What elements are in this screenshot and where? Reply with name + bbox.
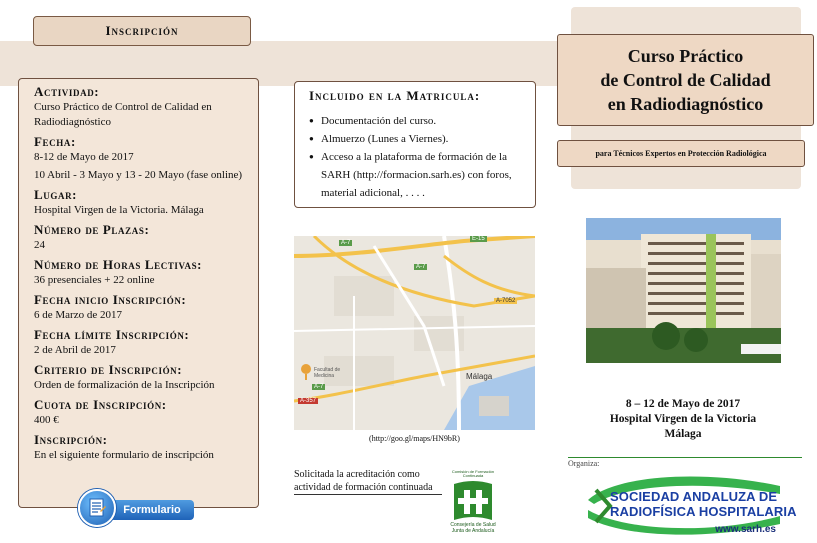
- included-title: Incluido en la Matricula:: [309, 88, 481, 103]
- event-venue: Hospital Virgen de la Victoria: [609, 413, 757, 425]
- plazas-label: Número de Plazas:: [34, 222, 150, 237]
- formulario-button[interactable]: [78, 487, 196, 527]
- formulario-button-label[interactable]: Formulario: [110, 500, 194, 520]
- lugar-value: Hospital Virgen de la Victoria. Málaga: [34, 204, 204, 216]
- fecha-label: Fecha:: [34, 134, 76, 149]
- included-item: ● Acceso a la plataforma de formación de la SARH (http://formacion.sarh.es) con foros, material adicional, . . . .: [309, 148, 523, 202]
- accreditation-line-1: Solicitada la acreditación como: [294, 469, 420, 480]
- map-road-label: A-357: [300, 398, 317, 404]
- fecha-value-online: 10 Abril - 3 Mayo y 13 - 20 Mayo (fase online): [34, 169, 243, 181]
- organizer-name-line-1: SOCIEDAD ANDALUZA DE: [610, 489, 778, 504]
- horas-value: 36 presenciales + 22 online: [34, 274, 155, 286]
- fecha-inicio-value: 6 de Marzo de 2017: [34, 309, 122, 321]
- event-dates: 8 – 12 de Mayo de 2017: [625, 398, 741, 410]
- organizer-name-line-2: RADIOFÍSICA HOSPITALARIA: [610, 504, 797, 519]
- organizer-label: Organiza:: [568, 459, 600, 468]
- course-title: [557, 34, 814, 126]
- location-map[interactable]: [294, 236, 535, 430]
- form-document-icon[interactable]: [78, 489, 116, 527]
- fecha-inicio-label: Fecha inicio Inscripción:: [34, 292, 187, 307]
- inscripcion-tab: [33, 16, 251, 46]
- accreditation-text: [294, 468, 444, 495]
- horas-label: Número de Horas Lectivas:: [34, 257, 203, 272]
- actividad-label: Actividad:: [34, 84, 100, 99]
- accreditation-line-2: actividad de formación continuada: [294, 481, 442, 495]
- criterio-value: Orden de formalización de la Inscripción: [34, 379, 215, 391]
- cuota-value: 400 €: [34, 414, 59, 426]
- map-city-label: Málaga: [466, 372, 493, 381]
- organizer-logo[interactable]: [586, 470, 797, 538]
- included-panel: [294, 81, 536, 208]
- event-city: Málaga: [664, 428, 702, 440]
- map-road-label: A-7: [416, 264, 426, 270]
- inscripcion-value: En el siguiente formulario de inscripción: [34, 449, 214, 461]
- organizer-divider: [568, 457, 802, 458]
- fecha-limite-label: Fecha límite Inscripción:: [34, 327, 190, 342]
- cuota-label: Cuota de Inscripción:: [34, 397, 167, 412]
- criterio-label: Criterio de Inscripción:: [34, 362, 183, 377]
- accreditation-logo-top: Comisión de Formación Continuada: [451, 469, 495, 478]
- plazas-value: 24: [34, 239, 45, 251]
- included-list: [309, 112, 523, 202]
- map-road-label: A-7: [314, 384, 324, 390]
- organizer-url[interactable]: www.sarh.es: [715, 524, 776, 535]
- course-title-line-1: Curso Práctico: [627, 46, 744, 66]
- included-item: ● Documentación del curso.: [309, 112, 523, 130]
- actividad-value: Curso Práctico de Control de Calidad en Radiodiagnóstico: [34, 101, 212, 128]
- inscripcion-tab-label: Inscripción: [105, 23, 179, 38]
- course-subtitle-text: para Técnicos Expertos en Protección Radiológica: [595, 149, 767, 158]
- included-item: ● Almuerzo (Lunes a Viernes).: [309, 130, 523, 148]
- inscripcion-label: Inscripción:: [34, 432, 108, 447]
- map-road-label: A-7052: [496, 298, 516, 304]
- course-subtitle: [557, 140, 805, 167]
- lugar-label: Lugar:: [34, 187, 78, 202]
- map-poi-label: Facultad de Medicina: [314, 367, 341, 379]
- hospital-photo: [586, 218, 781, 363]
- course-title-line-3: en Radiodiagnóstico: [607, 94, 764, 114]
- accreditation-logo: [448, 470, 498, 540]
- course-title-line-2: de Control de Calidad: [600, 70, 771, 90]
- event-info: [580, 397, 786, 442]
- registration-details-panel: [18, 78, 259, 508]
- fecha-value-presencial: 8-12 de Mayo de 2017: [34, 151, 134, 163]
- fecha-limite-value: 2 de Abril de 2017: [34, 344, 116, 356]
- map-caption[interactable]: (http://goo.gl/maps/HN9bR): [369, 434, 460, 443]
- map-road-label: A-7: [341, 240, 351, 246]
- map-road-label: E-15: [472, 236, 485, 242]
- accreditation-logo-bottom: Consejería de Salud Junta de Andalucía: [450, 522, 496, 534]
